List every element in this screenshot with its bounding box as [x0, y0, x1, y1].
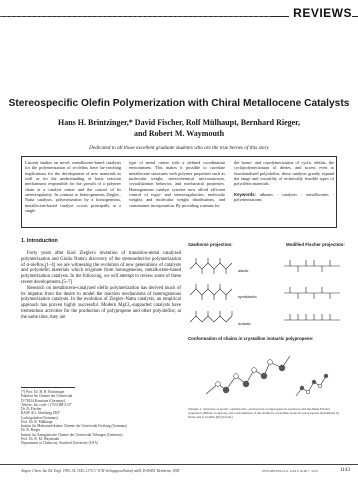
footnote-line: Ludwigshafen (Germany): [21, 415, 59, 420]
footnote-rule: [21, 387, 75, 388]
footnote-line: BASF AG, Abteilung ZKP: [21, 411, 60, 416]
section-heading-introduction: 1. Introduction: [21, 238, 58, 244]
row-label-syndiotactic: syndiotactic: [238, 295, 257, 299]
abstract-column-2: type of metal center with a defined coordination environment. This makes it possible to correlate metallocene structures with polymer properties such as molecular weight, stereochemical microstructure, crystallization behavior, and mechanical properties. Homogeneous catalyst systems now afford efficient control of regio- and stereoregularities, molecular weights and molecular weight distributions, and comonomer incorporation. By providing a means for: [129, 160, 225, 208]
sawhorse-atactic-diagram: [188, 255, 238, 277]
abstract-box: [21, 156, 337, 228]
keywords-label: Keywords:: [234, 192, 256, 198]
footnote-line: Telefax: Int. code + (7531)88-3137: [21, 402, 72, 407]
footnote-line: Institut für Anorganische Chemie der Universität Tübingen (Germany): [21, 432, 123, 437]
dedication: Dedicated to all those excellent graduate students who are the true heroes of this story: [89, 145, 269, 151]
figure-caption: Scheme 1. Structure of atactic, syndiotactic, and isotactic polypropene in sawhorse and modified Fischer projection [IUPAC notation], and conformation of the chains in crystalline isotactic polypropene determined by Natta and Corradini [8] (bottom).: [188, 407, 340, 420]
footnote-line: Institut für Makromolekulare Chemie der Universität Freiburg (Germany): [21, 424, 128, 428]
footnote-line: [*] Prof. Dr. H. H. Brintzinger: [21, 390, 65, 394]
footnote-line: D-78434 Konstanz (Germany): [21, 398, 65, 403]
fischer-atactic-diagram: [284, 258, 340, 274]
footnote-line: Dr. B. Rieger: [21, 428, 41, 433]
fischer-projection-label: Modified Fischer projection:: [286, 242, 345, 247]
intro-paragraph-1: Forty years after Karl Ziegler's invention of transition-metal catalyzed polymerization and Giulio Natta's discovery of the stereoselective polymerization of α-olefins,[1–4] we are witnessing the evolution of new generations of catalysts and polyolefin materials which originate from homogeneous, metallocene-based polymerization catalysts. In the following, we will attempt to review some of these recent developments.[5–7]: [21, 251, 181, 285]
row-label-isotactic: isotactic: [238, 322, 251, 326]
authors-line-1: Hans H. Brintzinger,* David Fischer, Rolf Mülhaupt, Bernhard Rieger,: [57, 118, 300, 127]
abstract-column-3: [234, 160, 334, 203]
section-label: REVIEWS: [289, 6, 352, 20]
fischer-isotactic-diagram: [284, 312, 340, 328]
footnotes: [21, 390, 181, 445]
sawhorse-isotactic-diagram: [188, 308, 238, 330]
sawhorse-projection-label: Sawhorse projection:: [188, 242, 233, 247]
footnote-line: Department of Chemistry, Stanford University (USA): [21, 441, 99, 445]
conformation-label: Conformation of chains in crystalline isotactic polypropene:: [188, 336, 314, 341]
footer-rule: [0, 464, 358, 465]
footnote-line: Fakultät für Chemie der Universität: [21, 394, 73, 399]
fischer-syndiotactic-diagram: [284, 285, 340, 301]
intro-paragraph-2: Research on metallocene-catalyzed olefin polymerization has derived much of its impetus from the desire to model the reaction mechanisms of heterogeneous polymerization catalysts. In the evolution of Ziegler–Natta catalysts, an empirical approach has proven highly successful. Modern MgCl₂-supported catalysts have tremendous activities for the production of polypropene and other polyolefins; at the same time, they are: [21, 285, 181, 320]
abstract-column-1: Current studies on novel, metallocene-based catalysts for the polymerization of α-olefins have far-reaching implications for the development of new materials as well as for the understanding of basic reaction mechanisms responsible for the growth of a polymer chain at a catalyst center and the control of its stereoregularity. In contrast to heterogeneous Ziegler–Natta catalysts, polymerization by a homogeneous, metallocene-based catalyst occurs principally at a single: [25, 160, 121, 214]
keywords: alkenes · catalysis · metallocenes · polymerizations: [234, 192, 334, 203]
footer-issn: 0570-0833/95/1111-1143 $ 10.00 + .25/0: [262, 469, 318, 473]
sawhorse-syndiotactic-diagram: [188, 281, 238, 303]
footnote-line: Dr. D. Fischer: [21, 407, 42, 411]
row-label-atactic: atactic: [238, 269, 249, 273]
footnote-line: Prof. Dr. R. M. Waymouth: [21, 436, 60, 441]
helix-conformation-diagram: [196, 346, 336, 404]
page-number: 1143: [339, 467, 350, 473]
footer-citation: Angew. Chem. Int. Ed. Engl. 1995, 34, 1143–1170 © VCH Verlagsgesellschaft mbH, D-69451 Weinheim, 1995: [21, 469, 180, 473]
authors-line-2: and Robert M. Waymouth: [133, 129, 225, 138]
introduction-body: [21, 251, 181, 321]
header-dashed-rule: [0, 16, 270, 17]
footnote-line: Prof. Dr. R. Mülhaupt: [21, 419, 53, 424]
abstract-column-3-text: the homo- and copolymerization of cyclic olefins, the cyclopolymerization of dienes, and access even to functionalized polyolefins, these catalysts greatly expand the range and versatility of technically feasible types of polyolefin materials.: [234, 160, 334, 187]
article-title: Stereospecific Olefin Polymerization with Chiral Metallocene Catalysts: [8, 98, 350, 109]
